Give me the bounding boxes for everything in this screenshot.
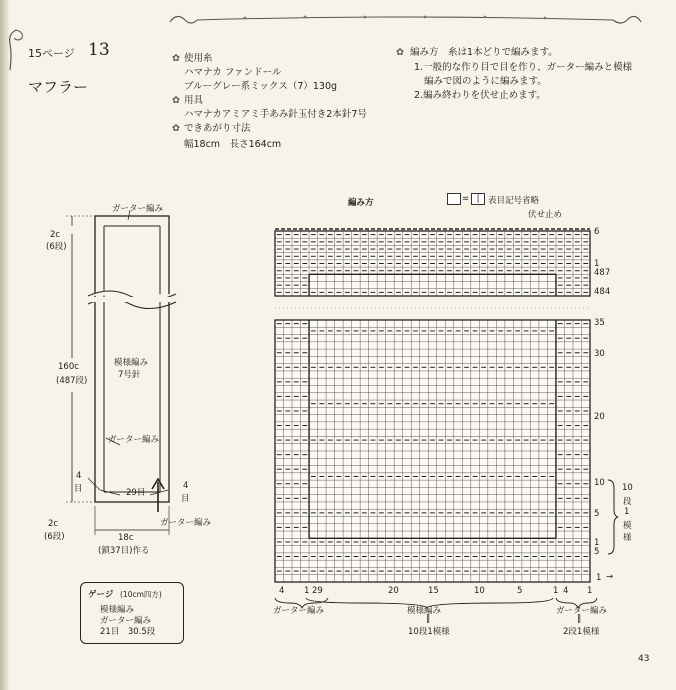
col-label-29: 29 [312, 586, 323, 596]
gauge-title-note: (10cm四方) [120, 590, 162, 599]
row-label-484: 484 [594, 287, 611, 297]
gauge-garter-label: ガーター編み [100, 616, 152, 626]
row-label-30: 30 [594, 349, 605, 359]
row-direction-arrow-icon: → [606, 572, 614, 582]
bracket-rows-unit: 段 [623, 497, 632, 507]
row-label-487: 487 [594, 268, 611, 278]
gauge-values: 21目 30.5段 [100, 627, 156, 637]
page-title: マフラー [28, 78, 89, 96]
bracket-repeat-num: 1 [624, 507, 630, 517]
schematic-bottom-dim-cm: 2c [48, 519, 59, 529]
method-mark-icon: ✿ [396, 47, 404, 58]
yarn-line-1: ハマナカ ファンドール [184, 67, 282, 78]
yarn-line-2: ブルーグレー系ミックス（7）130g [184, 81, 338, 92]
chart-bottom-pattern: 模様編み [407, 606, 442, 616]
col-label-20: 20 [388, 586, 399, 596]
col-label-1-right: 1 [553, 586, 559, 596]
col-label-4-right: 4 [563, 586, 569, 596]
legend-equals: = [462, 194, 470, 204]
schematic-needle-label: 7号針 [118, 370, 141, 380]
schematic-top-garter-label: ガーター編み [112, 204, 164, 214]
schematic-top-dim-rows: (6段) [46, 242, 67, 252]
schematic-width-cm: 18c [118, 533, 134, 543]
schematic-cast-on-note: (鎖37目)作る [98, 546, 150, 556]
method-heading: 編み方 糸は1本どりで編みます。 [410, 47, 558, 58]
tools-line-1: ハマナカアミアミ手あみ針玉付き2本針7号 [184, 109, 367, 120]
row-label-6: 6 [594, 227, 600, 237]
chart-bind-off-label: 伏せ止め [528, 210, 563, 220]
schematic-bottom-garter-label: ガーター編み [160, 518, 212, 528]
row-label-1-bottom: 1 [596, 573, 602, 583]
gauge-title: ゲージ [88, 590, 114, 600]
tools-mark-icon: ✿ [172, 95, 180, 106]
schematic-top-dim-cm: 2c [50, 230, 61, 240]
col-label-1-far: 1 [587, 586, 593, 596]
pattern-number: 13 [88, 40, 110, 60]
schematic-bottom-dim-rows: (6段) [44, 532, 65, 542]
schematic-center-stitches: 29目 [126, 488, 146, 498]
schematic-inner-garter-label: ガーター編み [108, 435, 160, 445]
chart-bottom-right-note: 2段1模様 [563, 627, 600, 637]
bracket-repeat-unit-a: 模 [623, 521, 632, 531]
schematic-pattern-label: 模様編み [114, 358, 149, 368]
bracket-repeat-unit-b: 様 [623, 533, 632, 543]
row-label-20: 20 [594, 412, 605, 422]
schematic-body-dim-cm: 160c [58, 362, 79, 372]
size-line-1: 幅18cm 長さ164cm [184, 139, 282, 150]
chart-bottom-right-garter: ガーター編み [556, 606, 608, 616]
schematic-left-stitches-unit: 目 [74, 484, 83, 494]
chart-bottom-left-garter: ガーター編み [273, 606, 325, 616]
col-label-15: 15 [428, 586, 439, 596]
gauge-pattern-label: 模様編み [100, 605, 135, 615]
row-label-10: 10 [594, 478, 605, 488]
col-label-10: 10 [474, 586, 485, 596]
bracket-rows-num: 10 [622, 483, 633, 493]
col-label-4-left: 4 [279, 586, 285, 596]
col-label-1-left: 1 [304, 586, 310, 596]
row-label-1-mid: 1 [594, 538, 600, 548]
row-label-35: 35 [594, 318, 605, 328]
yarn-heading: 使用糸 [184, 53, 213, 64]
row-label-1-top: 1 [594, 259, 600, 269]
size-heading: できあがり寸法 [184, 123, 251, 134]
size-mark-icon: ✿ [172, 123, 180, 134]
yarn-mark-icon: ✿ [172, 53, 180, 64]
page-number: 43 [638, 654, 650, 664]
col-label-5: 5 [517, 586, 523, 596]
schematic-right-stitches-num: 4 [183, 481, 189, 491]
legend-text: 表目記号省略 [488, 196, 540, 206]
chart-bottom-pattern-note: 10段1模様 [408, 627, 450, 637]
method-step-1a: 1.一般的な作り目で目を作り、ガーター編みと模様 [414, 62, 633, 73]
tools-heading: 用具 [184, 95, 204, 106]
chart-title: 編み方 [348, 198, 374, 208]
schematic-right-stitches-unit: 目 [181, 494, 190, 504]
schematic-body-dim-rows: (487段) [56, 376, 88, 386]
chart-bottom-right-eq: ‖ [577, 614, 582, 624]
chart-bottom-pattern-eq: ‖ [426, 614, 431, 624]
method-step-1b: 編みで図のように編みます。 [424, 76, 547, 87]
method-step-2: 2.編み終わりを伏せ止めます。 [414, 90, 546, 101]
schematic-left-stitches-num: 4 [76, 471, 82, 481]
row-label-5-bottom: 5 [594, 547, 600, 557]
page-reference: 15ページ [28, 47, 75, 60]
row-label-5: 5 [594, 509, 600, 519]
legend-knit-symbol: | [471, 193, 485, 205]
